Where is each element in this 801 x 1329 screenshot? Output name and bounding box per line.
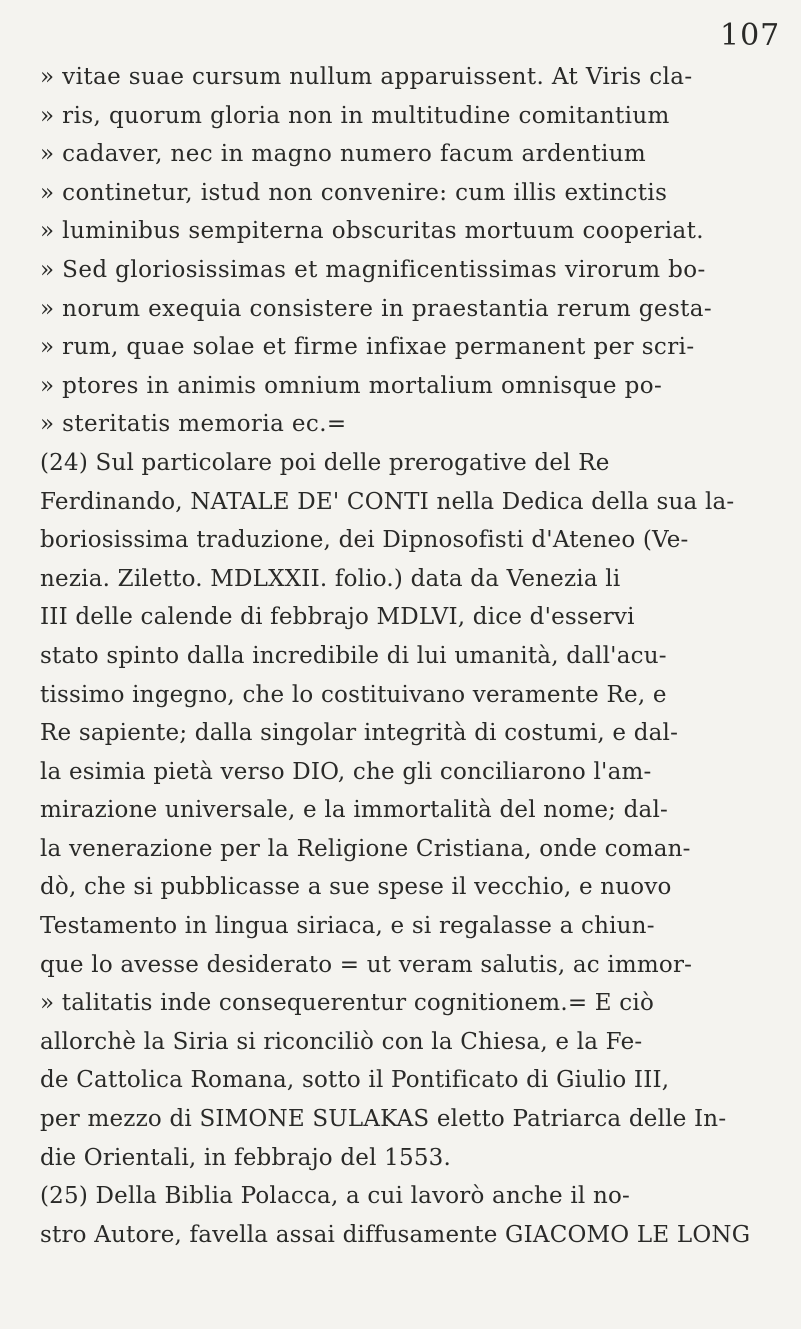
text-line: allorchè la Siria si riconciliò con la Chiesa, e la Fe- [40,1028,643,1055]
text-line: stato spinto dalla incredibile di lui umanità, dall'acu- [40,642,667,669]
text-line: » continetur, istud non convenire: cum illis extinctis [40,179,668,206]
text-line: tissimo ingegno, che lo costituivano veramente Re, e [40,681,667,708]
text-line: » luminibus sempiterna obscuritas mortuum cooperiat. [40,218,704,245]
page-number: 107 [720,18,781,53]
text-line: III delle calende di febbrajo MDLVI, dice d'esservi [40,604,635,631]
text-line: » cadaver, nec in magno numero facum ardentium [40,141,647,168]
text-line: (25) Della Biblia Polacca, a cui lavorò anche il no- [40,1183,631,1210]
text-line: » vitae suae cursum nullum apparuissent. At Viris cla- [40,64,693,90]
text-line: la venerazione per la Religione Cristiana, onde coman- [40,835,691,862]
text-line: mirazione universale, e la immortalità del nome; dal- [40,797,668,824]
body-text [40,58,780,1254]
text-line: que lo avesse desiderato = ut veram salutis, ac immor- [40,951,693,978]
text-line: (24) Sul particolare poi delle prerogative del Re [40,449,610,476]
text-line: la esimia pietà verso DIO, che gli conciliarono l'am- [40,758,652,785]
text-line: boriosissima traduzione, dei Dipnosofisti d'Ateneo (Ve- [40,527,689,554]
text-line: per mezzo di SIMONE SULAKAS eletto Patriarca delle In- [40,1106,727,1133]
text-line: » Sed gloriosissimas et magnificentissimas virorum bo- [40,256,706,283]
text-line: » steritatis memoria ec.= [40,411,347,438]
text-line: die Orientali, in febbrajo del 1553. [40,1144,452,1171]
text-line: de Cattolica Romana, sotto il Pontificato di Giulio III, [40,1067,670,1094]
text-line: dò, che si pubblicasse a sue spese il vecchio, e nuovo [40,874,672,901]
text-line: Re sapiente; dalla singolar integrità di costumi, e dal- [40,720,679,747]
text-line: » ris, quorum gloria non in multitudine comitantium [40,102,670,129]
text-line: » norum exequia consistere in praestantia rerum gesta- [40,295,713,322]
text-line: Testamento in lingua siriaca, e si regalasse a chiun- [40,913,655,940]
text-line: » rum, quae solae et firme infixae permanent per scri- [40,334,695,361]
text-line: stro Autore, favella assai diffusamente GIACOMO LE LONG [40,1221,751,1248]
text-line: nezia. Ziletto. MDLXXII. folio.) data da Venezia li [40,565,621,592]
text-line: » talitatis inde consequerentur cognitionem.= E ciò [40,990,654,1017]
text-line: Ferdinando, NATALE DE' CONTI nella Dedica della sua la- [40,488,735,515]
text-line: » ptores in animis omnium mortalium omnisque po- [40,372,663,399]
